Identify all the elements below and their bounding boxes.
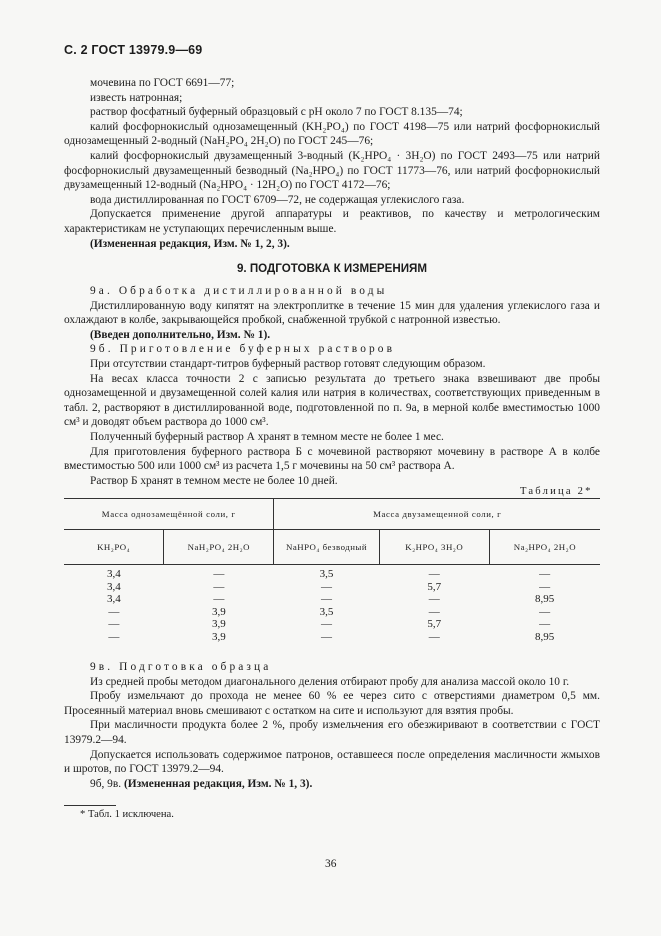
table-column-header-row <box>64 530 600 565</box>
table-row <box>64 593 600 606</box>
table-cell: 8,95 <box>535 630 555 643</box>
table-cell: — <box>539 605 551 618</box>
table-row <box>64 606 600 619</box>
table-cell: 3,5 <box>319 605 334 618</box>
table-group-header-row <box>64 499 600 530</box>
edit-note: (Измененная редакция, Изм. № 1, 3). <box>123 777 313 790</box>
table-cell: 3,4 <box>106 593 121 605</box>
table-cell: — <box>428 593 440 605</box>
table-cell: — <box>539 618 551 630</box>
section-9v <box>64 660 600 791</box>
reagent-item: Допускается применение другой аппаратуры и реактивов, по качеству и метрологическим характеристикам не уступающих перечисленным выше. <box>64 208 600 235</box>
paragraph: Пробу измельчают до прохода не менее 60 % ее через сито с отверстиями диаметром 0,5 мм. Просеянный материал вновь смешивают с остатком на сите и используют для взятия пробы. <box>64 690 600 717</box>
table-row <box>64 618 600 631</box>
reagent-item: вода дистиллированная по ГОСТ 6709—72, не содержащая углекислого газа. <box>90 193 465 206</box>
group-header-di: Масса двузамещенной соли, г <box>274 499 600 530</box>
subsection-title-9v: 9в. Подготовка образца <box>90 661 272 673</box>
table-row <box>64 581 600 594</box>
table-cell: — <box>213 580 225 593</box>
table-row <box>64 631 600 644</box>
paragraph: Из средней пробы методом диагонального деления отбирают пробу для анализа массой около 10 г. <box>90 675 570 688</box>
table-cell: — <box>108 618 120 630</box>
section-title: 9. ПОДГОТОВКА К ИЗМЕРЕНИЯМ <box>236 262 428 275</box>
table-cell: — <box>108 605 120 618</box>
column-header: KH₂PO₄ <box>64 530 164 565</box>
footnote-divider <box>64 805 116 806</box>
section-9a <box>64 284 600 488</box>
reagent-item: калий фосфорнокислый двузамещенный 3-водный (K₂HPO₄ · 3H₂O) по ГОСТ 2493—75 или натрий фосфорнокислый двузамещенный безводный (Na₂HPO₄) по ГОСТ 11773—76, или натрий фосфорнокислый двузамещенный 12-водный (Na₂HPO₄ · 12H₂O) по ГОСТ 4172—76; <box>64 149 600 192</box>
table-cell: — <box>539 568 551 580</box>
table-2 <box>64 498 600 643</box>
reagents-list <box>64 76 600 251</box>
footnote: * Табл. 1 исключена. <box>80 809 174 820</box>
reagent-item: раствор фосфатный буферный образцовый с pH около 7 по ГОСТ 8.135—74; <box>90 106 463 119</box>
edit-note-line <box>64 777 600 792</box>
column-header: Na₂HPO₄ 2H₂O <box>489 530 600 565</box>
page-number: 36 <box>325 858 337 870</box>
table-caption: Таблица 2* <box>520 486 593 497</box>
column-header: NaH₂PO₄ 2H₂O <box>164 530 274 565</box>
paragraph: При отсутствии стандарт-титров буферный раствор готовят следующим образом. <box>90 357 486 370</box>
table-cell: 3,4 <box>106 568 121 580</box>
group-header-mono: Масса однозамещённой соли, г <box>64 499 274 530</box>
paragraph: Дистиллированную воду кипятят на электроплитке в течение 15 мин для удаления углекислого газа и охлаждают в колбе, закрывающейся пробкой, снабженной трубкой с натронной известью. <box>64 299 600 327</box>
paragraph: На весах класса точности 2 с записью результата до третьего знака взвешивают две пробы однозамещенной и двузамещенной солей калия или натрия в количествах, соответствующих приведенным в табл. 2, растворяют в дистиллированной воде, подготовленной по п. 9а, в мерной колбе вместимостью 1000 см³ и доводят объем раствора до 1000 см³. <box>64 372 600 429</box>
table-cell: — <box>321 580 333 593</box>
table-cell: 3,5 <box>319 568 334 580</box>
table-cell: 5,7 <box>427 618 442 630</box>
table-cell: 5,7 <box>427 580 442 593</box>
edit-note: (Введен дополнительно, Изм. № 1). <box>90 328 271 341</box>
table-cell: — <box>539 580 551 593</box>
reagent-item: известь натронная; <box>90 91 183 104</box>
reagent-item: калий фосфорнокислый однозамещенный (KH₂PO₄) по ГОСТ 4198—75 или натрий фосфорнокислый однозамещенный 2-водный (NaH₂PO₄ 2H₂O) по ГОСТ 245—76; <box>64 120 600 148</box>
column-header: NaHPO₄ безводный <box>274 530 379 565</box>
table-cell: 3,4 <box>106 580 121 593</box>
table-cell: 8,95 <box>535 593 555 605</box>
table-cell: — <box>321 593 333 605</box>
table-cell: — <box>108 630 120 643</box>
paragraph: Полученный буферный раствор А хранят в темном месте не более 1 мес. <box>90 430 444 443</box>
paragraph: Раствор Б хранят в темном месте не более 10 дней. <box>90 474 338 487</box>
section-9 <box>64 262 600 277</box>
table-cell: 3,9 <box>211 605 226 618</box>
paragraph: При масличности продукта более 2 %, пробу измельчения его обезжиривают в соответствии с ГОСТ 13979.2—94. <box>64 719 600 746</box>
page-header: С. 2 ГОСТ 13979.9—69 <box>64 43 203 57</box>
table-cell: — <box>428 605 440 618</box>
table-cell: — <box>428 630 440 643</box>
reagent-item: мочевина по ГОСТ 6691—77; <box>90 77 235 89</box>
column-header: K₂HPO₄ 3H₂O <box>379 530 489 565</box>
table-cell: — <box>213 568 225 580</box>
paragraph: Допускается использовать содержимое патронов, оставшееся после определения масличности жмыхов и шротов, по ГОСТ 13979.2—94. <box>64 748 600 776</box>
table-cell: 3,9 <box>211 618 226 630</box>
edit-note: (Измененная редакция, Изм. № 1, 2, 3). <box>90 237 290 250</box>
edit-prefix: 9б, 9в. <box>90 777 122 790</box>
subsection-title-9b: 9б. Приготовление буферных растворов <box>90 343 396 356</box>
subsection-title-9a: 9а. Обработка дистиллированной воды <box>90 285 388 297</box>
table-cell: — <box>213 593 225 605</box>
table-cell: — <box>321 630 333 643</box>
table-cell: — <box>428 568 440 580</box>
table-cell: 3,9 <box>211 630 226 643</box>
paragraph: Для приготовления буферного раствора Б с мочевиной растворяют мочевину в растворе А в колбе вместимостью 500 или 1000 см³ из расчета 1,5 г мочевины на 50 см³ раствора А. <box>64 445 600 473</box>
table-row <box>64 568 600 581</box>
table-cell: — <box>321 618 333 630</box>
